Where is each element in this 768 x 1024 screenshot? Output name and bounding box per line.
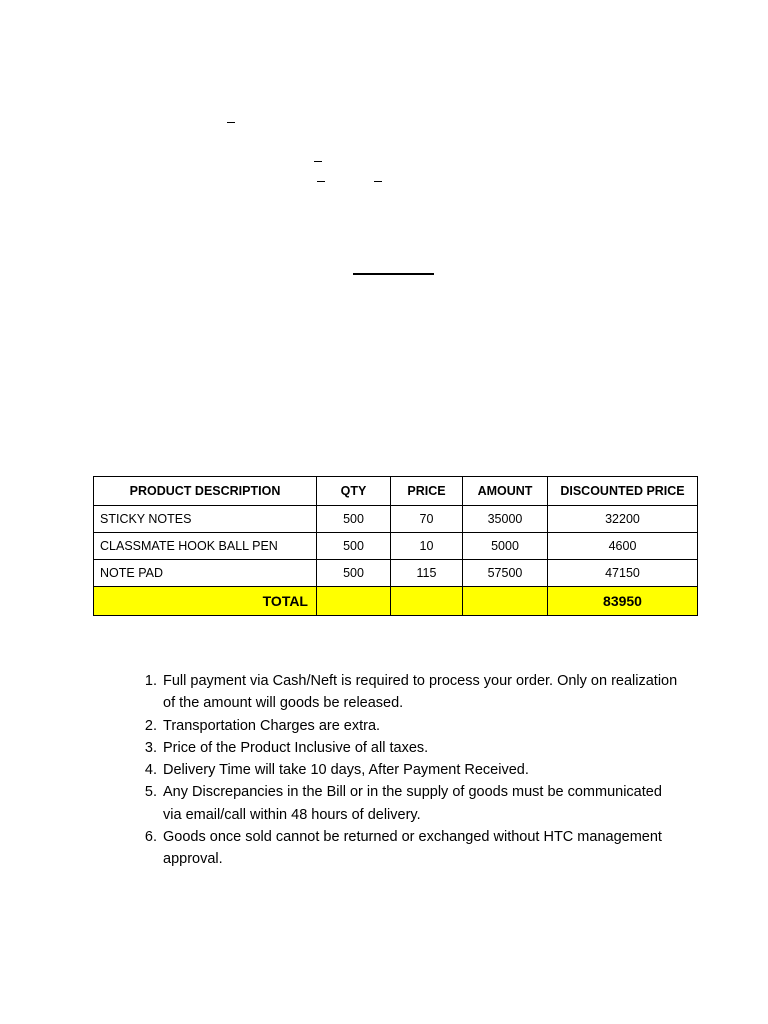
col-header-amount: AMOUNT: [463, 477, 548, 506]
col-header-qty: QTY: [317, 477, 391, 506]
cell-price: 10: [391, 533, 463, 560]
redacted-mark: [374, 181, 382, 182]
table-row: [94, 506, 698, 533]
table-header-row: [94, 477, 698, 506]
term-item: 4. Delivery Time will take 10 days, After Payment Received.: [161, 759, 681, 781]
cell-discounted-price: 47150: [548, 560, 698, 587]
redacted-mark: [317, 181, 325, 182]
cell-description: STICKY NOTES: [94, 506, 317, 533]
redacted-mark: [314, 161, 322, 162]
term-item: 3. Price of the Product Inclusive of all taxes.: [161, 737, 681, 759]
redacted-mark: [227, 122, 235, 123]
cell-discounted-price: 32200: [548, 506, 698, 533]
cell-price: 115: [391, 560, 463, 587]
term-item: 6. Goods once sold cannot be returned or exchanged without HTC management approval.: [161, 826, 681, 871]
cell-description: NOTE PAD: [94, 560, 317, 587]
cell-amount: 5000: [463, 533, 548, 560]
col-header-price: PRICE: [391, 477, 463, 506]
cell-price: 70: [391, 506, 463, 533]
total-label: TOTAL: [94, 587, 317, 616]
term-item: 2. Transportation Charges are extra.: [161, 715, 681, 737]
cell-qty: 500: [317, 560, 391, 587]
term-item: 5. Any Discrepancies in the Bill or in the supply of goods must be communicated via email/call within 48 hours of delivery.: [161, 781, 681, 826]
title-underline: [353, 273, 434, 275]
cell-qty: 500: [317, 533, 391, 560]
table-row: [94, 560, 698, 587]
cell-amount: 57500: [463, 560, 548, 587]
quotation-table: [93, 476, 698, 616]
table-row: [94, 533, 698, 560]
cell-discounted-price: 4600: [548, 533, 698, 560]
total-empty-cell: [391, 587, 463, 616]
cell-amount: 35000: [463, 506, 548, 533]
cell-qty: 500: [317, 506, 391, 533]
cell-description: CLASSMATE HOOK BALL PEN: [94, 533, 317, 560]
total-empty-cell: [317, 587, 391, 616]
total-empty-cell: [463, 587, 548, 616]
terms-list: [139, 670, 681, 871]
term-item: 1. Full payment via Cash/Neft is required to process your order. Only on realization of the amount will goods be released.: [161, 670, 681, 715]
col-header-description: PRODUCT DESCRIPTION: [94, 477, 317, 506]
total-row: [94, 587, 698, 616]
col-header-discounted-price: DISCOUNTED PRICE: [548, 477, 698, 506]
total-discounted-price: 83950: [548, 587, 698, 616]
